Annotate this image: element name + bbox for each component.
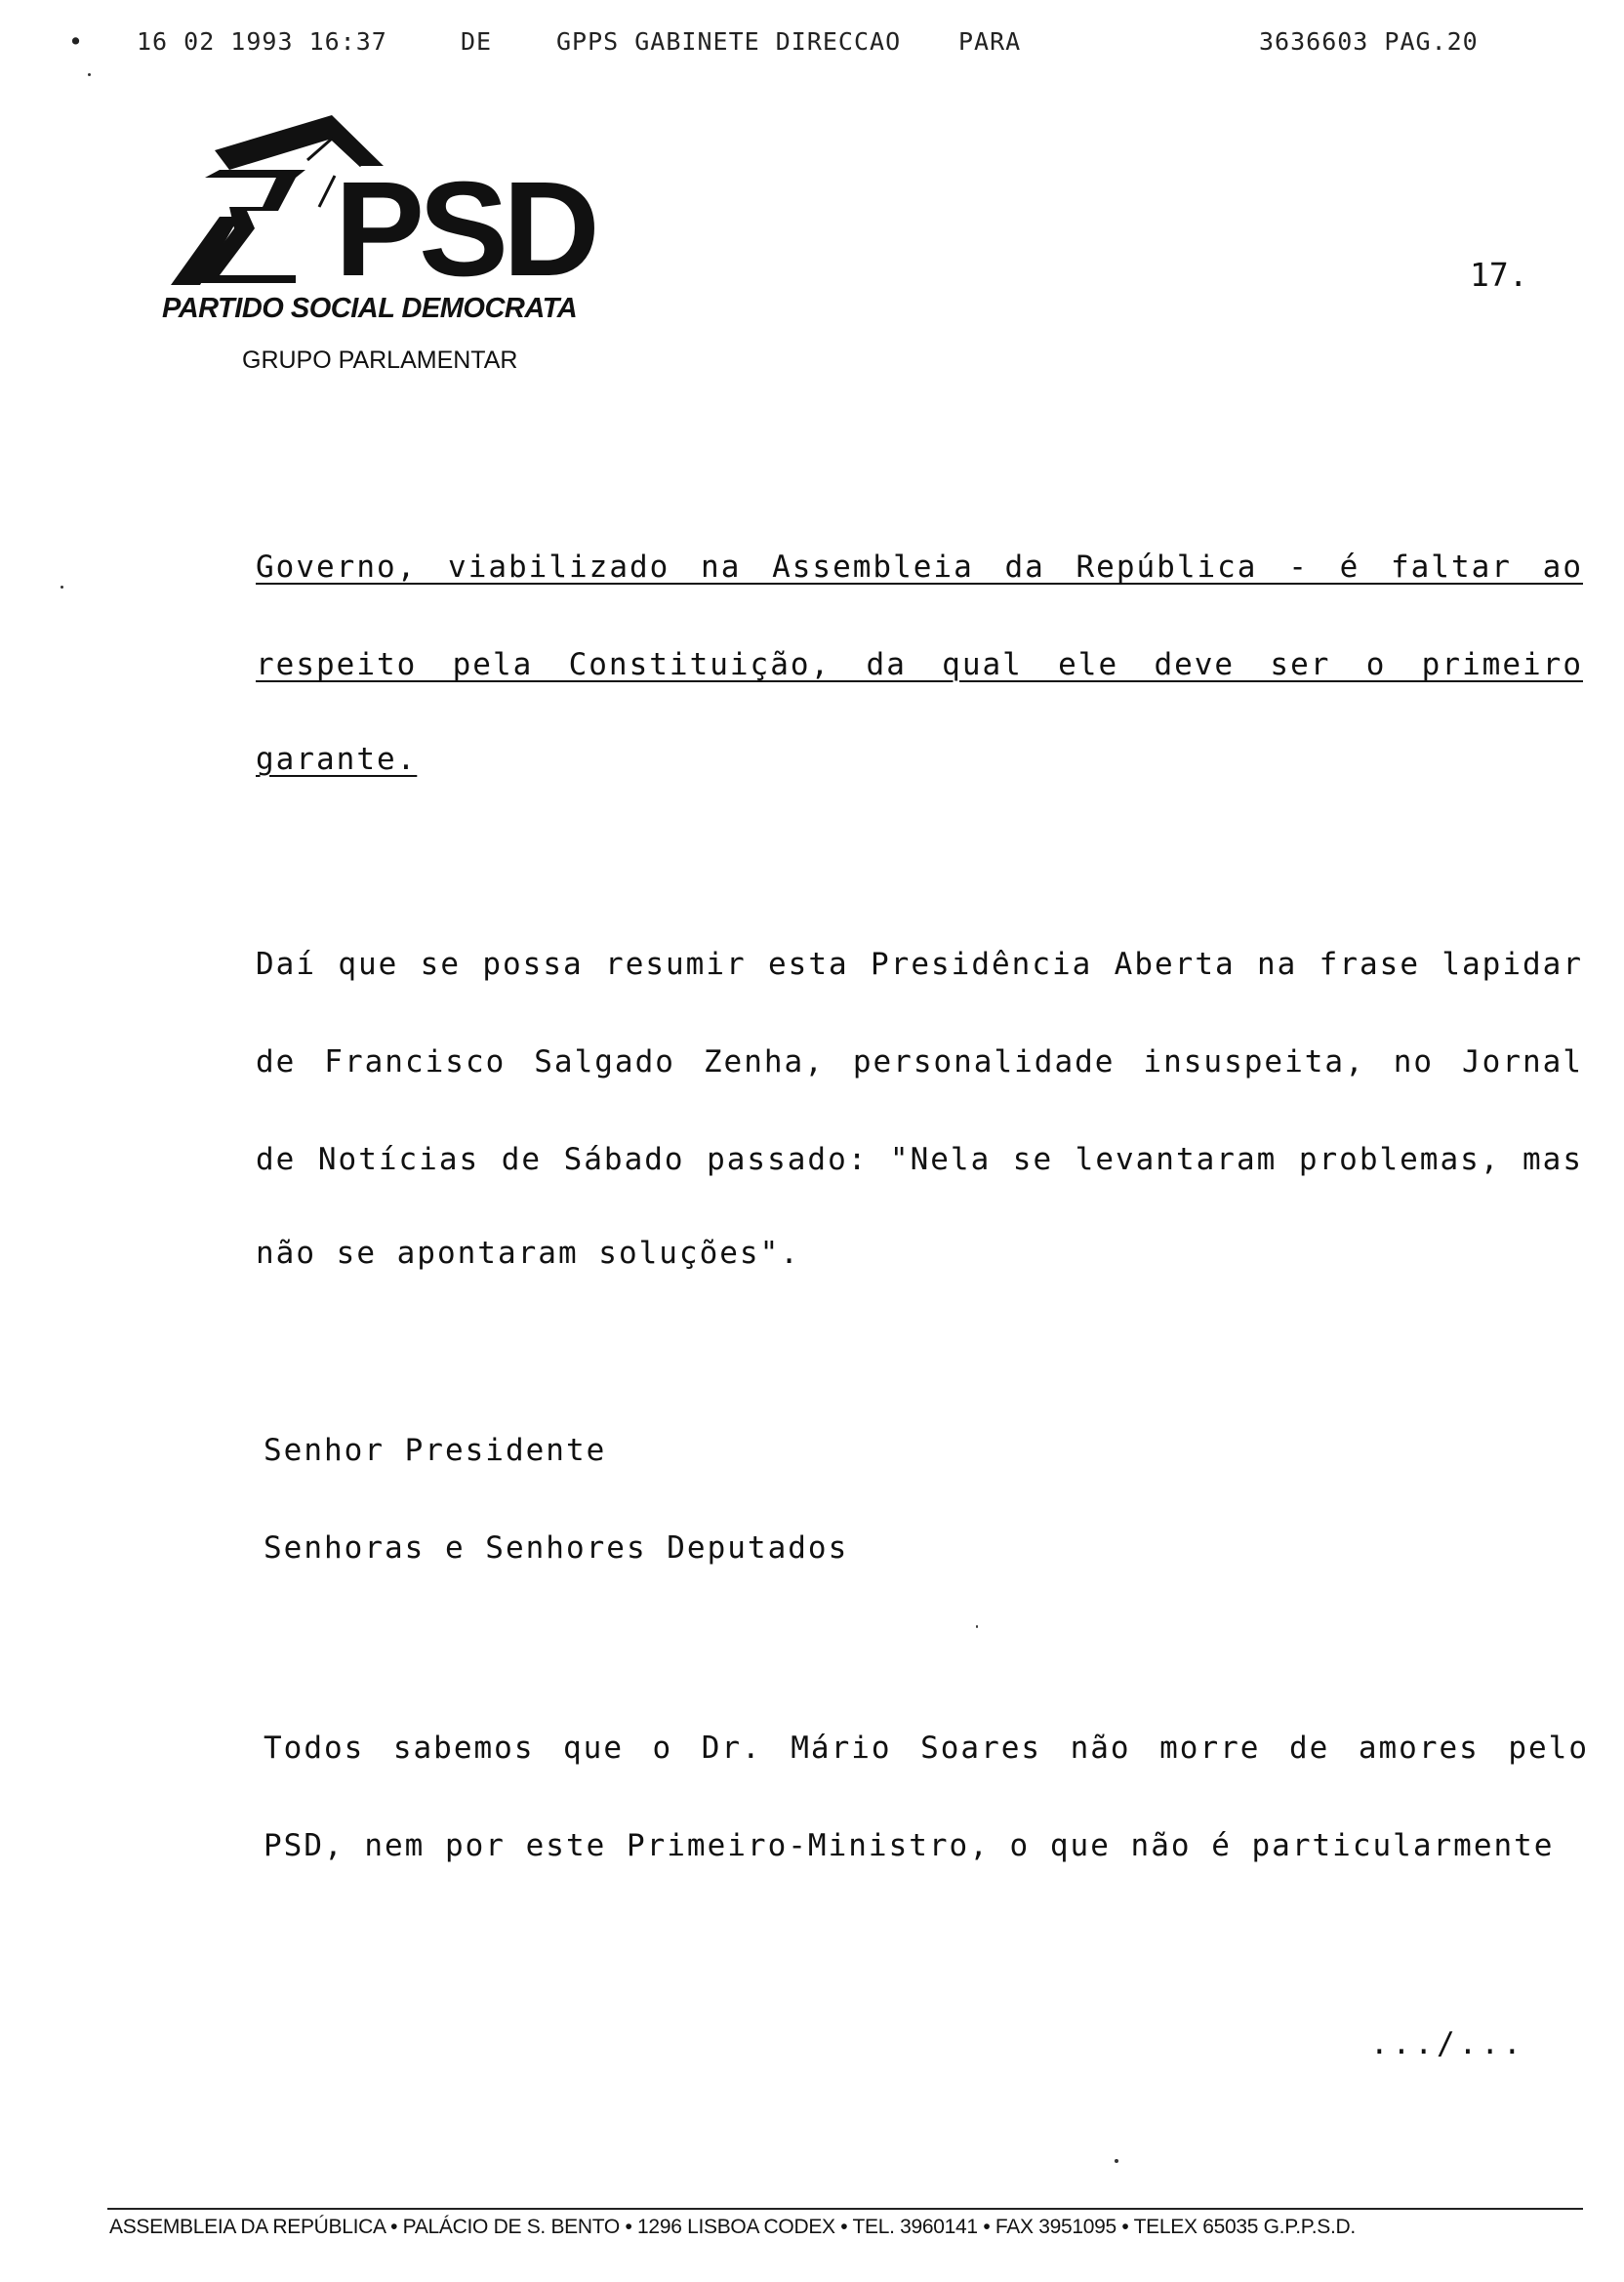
- footer-address: ASSEMBLEIA DA REPÚBLICA • PALÁCIO DE S. BENTO • 1296 LISBOA CODEX • TEL. 3960141 • FAX 3951095 • TELEX 65035 G.P.P.S.D.: [109, 2216, 1356, 2238]
- fax-bullet: •: [68, 27, 85, 56]
- paragraph-4-line-2: PSD, nem por este Primeiro-Ministro, o que não é particularmente: [264, 1828, 1555, 1863]
- party-name: PARTIDO SOCIAL DEMOCRATA: [162, 293, 578, 324]
- fax-date-time: 16 02 1993 16:37: [137, 27, 387, 56]
- fax-from-label: DE: [461, 27, 493, 56]
- fax-recipient-page: 3636603 PAG.20: [1259, 27, 1479, 56]
- paragraph-2-line-4: não se apontaram soluções".: [256, 1236, 800, 1271]
- paragraph-1-line-1: Governo, viabilizado na Assembleia da República - é faltar ao: [256, 550, 1583, 585]
- fax-header: [68, 27, 1513, 66]
- scan-speck: [88, 73, 91, 76]
- fax-to-label: PARA: [958, 27, 1022, 56]
- scan-speck: [1115, 2159, 1118, 2163]
- psd-logo: [161, 109, 649, 305]
- logo-text: PSD: [335, 154, 594, 305]
- scan-speck: [61, 586, 63, 589]
- group-name: GRUPO PARLAMENTAR: [242, 346, 518, 374]
- paragraph-1-line-2: respeito pela Constituição, da qual ele deve ser o primeiro: [256, 647, 1583, 682]
- paragraph-1-line-3: garante.: [256, 742, 418, 777]
- paragraph-2-line-3: de Notícias de Sábado passado: "Nela se levantaram problemas, mas: [256, 1142, 1583, 1177]
- paragraph-2-line-1: Daí que se possa resumir esta Presidência Aberta na frase lapidar: [256, 947, 1583, 982]
- page-number: 17.: [1470, 256, 1528, 294]
- salutation-line-2: Senhoras e Senhores Deputados: [264, 1530, 849, 1566]
- continuation-mark: .../...: [1370, 2026, 1525, 2061]
- paragraph-4-line-1: Todos sabemos que o Dr. Mário Soares não morre de amores pelo: [264, 1731, 1589, 1766]
- logo-arrow-icon: [194, 170, 305, 283]
- fax-sender: GPPS GABINETE DIRECCAO: [556, 27, 902, 56]
- paragraph-2-line-2: de Francisco Salgado Zenha, personalidade insuspeita, no Jornal: [256, 1044, 1583, 1080]
- footer-divider: [107, 2208, 1583, 2210]
- salutation-line-1: Senhor Presidente: [264, 1433, 607, 1468]
- scan-speck: [976, 1625, 978, 1628]
